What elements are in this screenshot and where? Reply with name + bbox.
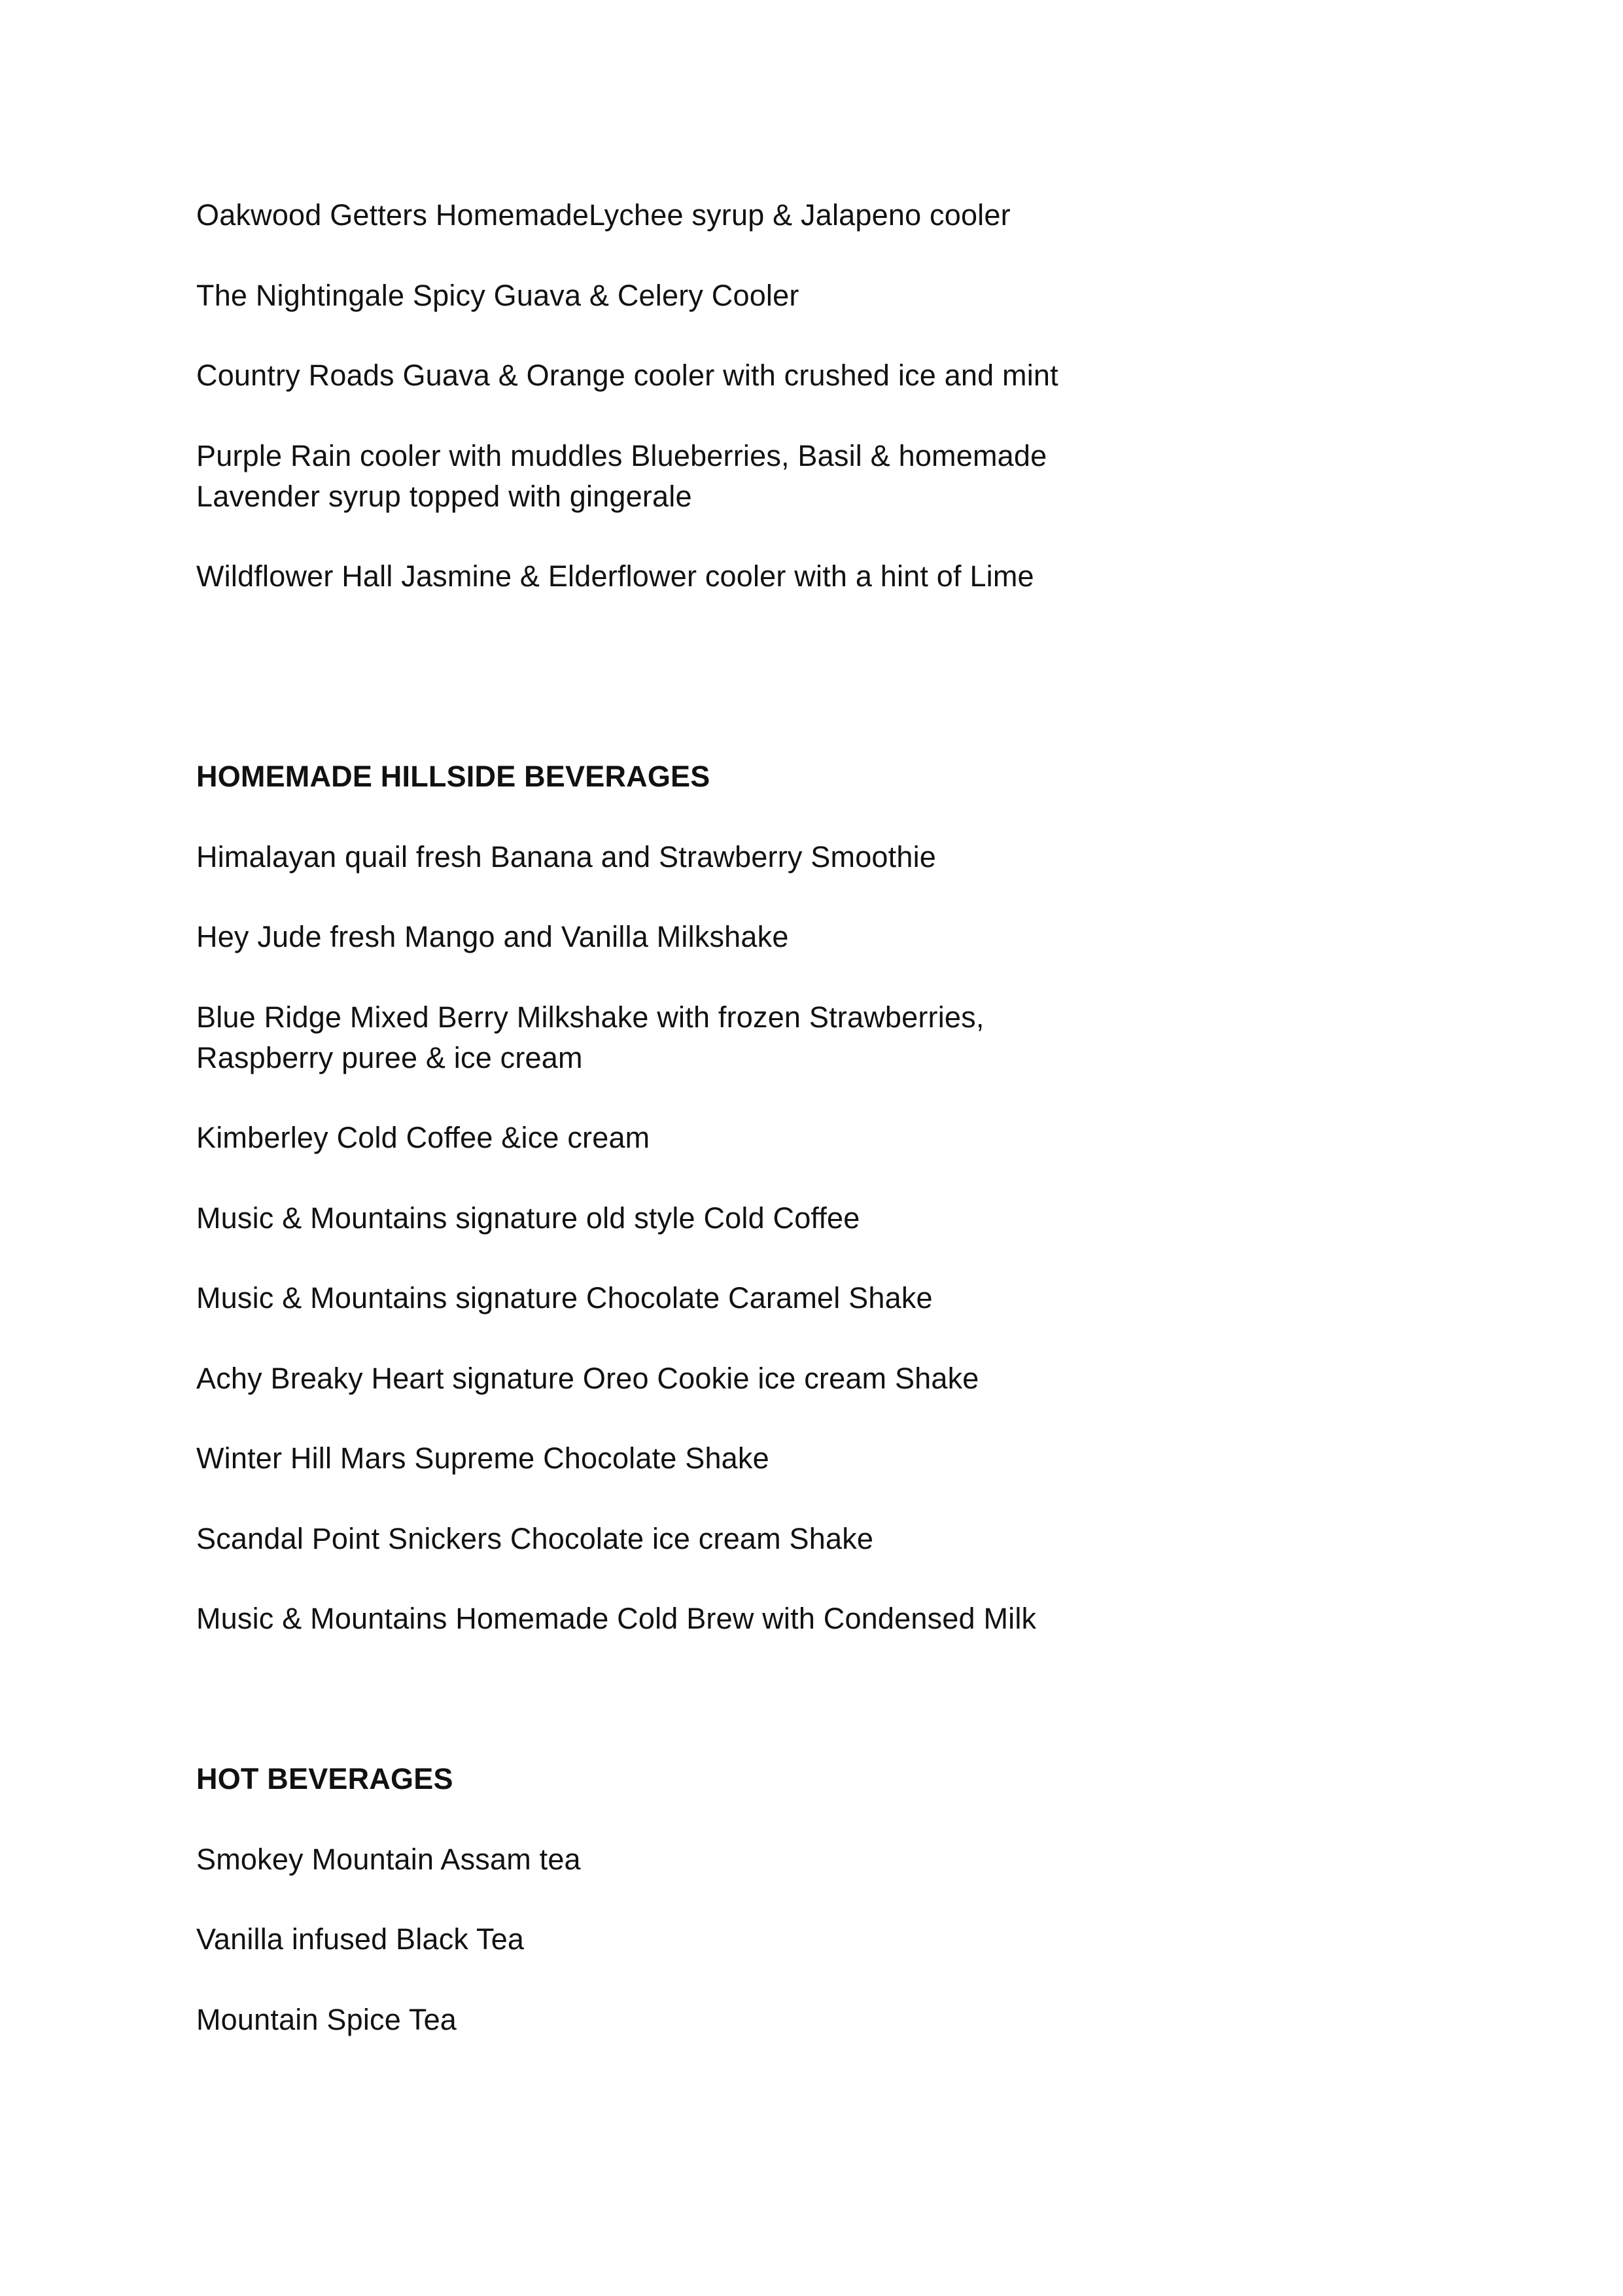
- section-heading-hillside: HOMEMADE HILLSIDE BEVERAGES: [196, 760, 710, 793]
- menu-item-kimberley: Kimberley Cold Coffee &ice cream: [196, 1121, 650, 1154]
- menu-item-nightingale: The Nightingale Spicy Guava & Celery Cooler: [196, 279, 799, 312]
- menu-item-oakwood-getters: Oakwood Getters HomemadeLychee syrup & Jalapeno cooler: [196, 198, 1011, 232]
- menu-item-smokey-mountain: Smokey Mountain Assam tea: [196, 1843, 581, 1876]
- menu-item-purple-rain: Purple Rain cooler with muddles Blueberries, Basil & homemade: [196, 439, 1047, 472]
- menu-item-scandal-point: Scandal Point Snickers Chocolate ice cream Shake: [196, 1522, 874, 1555]
- menu-item-vanilla-black-tea: Vanilla infused Black Tea: [196, 1922, 525, 1956]
- menu-item-wildflower-hall: Wildflower Hall Jasmine & Elderflower cooler with a hint of Lime: [196, 559, 1034, 593]
- menu-item-old-style-cold-coffee: Music & Mountains signature old style Cold Coffee: [196, 1201, 860, 1235]
- menu-item-winter-hill: Winter Hill Mars Supreme Chocolate Shake: [196, 1441, 769, 1475]
- menu-item-chocolate-caramel-shake: Music & Mountains signature Chocolate Caramel Shake: [196, 1281, 933, 1315]
- menu-item-hey-jude: Hey Jude fresh Mango and Vanilla Milkshake: [196, 920, 789, 953]
- menu-item-himalayan-quail: Himalayan quail fresh Banana and Strawberry Smoothie: [196, 840, 937, 874]
- menu-item-mountain-spice-tea: Mountain Spice Tea: [196, 2003, 457, 2036]
- menu-item-achy-breaky-heart: Achy Breaky Heart signature Oreo Cookie ice cream Shake: [196, 1362, 979, 1395]
- menu-item-blue-ridge: Blue Ridge Mixed Berry Milkshake with frozen Strawberries,: [196, 1000, 985, 1034]
- menu-item-blue-ridge-continued: Raspberry puree & ice cream: [196, 1041, 583, 1074]
- section-heading-hot: HOT BEVERAGES: [196, 1762, 453, 1795]
- menu-item-country-roads: Country Roads Guava & Orange cooler with crushed ice and mint: [196, 359, 1058, 392]
- menu-item-purple-rain-continued: Lavender syrup topped with gingerale: [196, 480, 692, 513]
- menu-item-cold-brew: Music & Mountains Homemade Cold Brew with Condensed Milk: [196, 1602, 1037, 1635]
